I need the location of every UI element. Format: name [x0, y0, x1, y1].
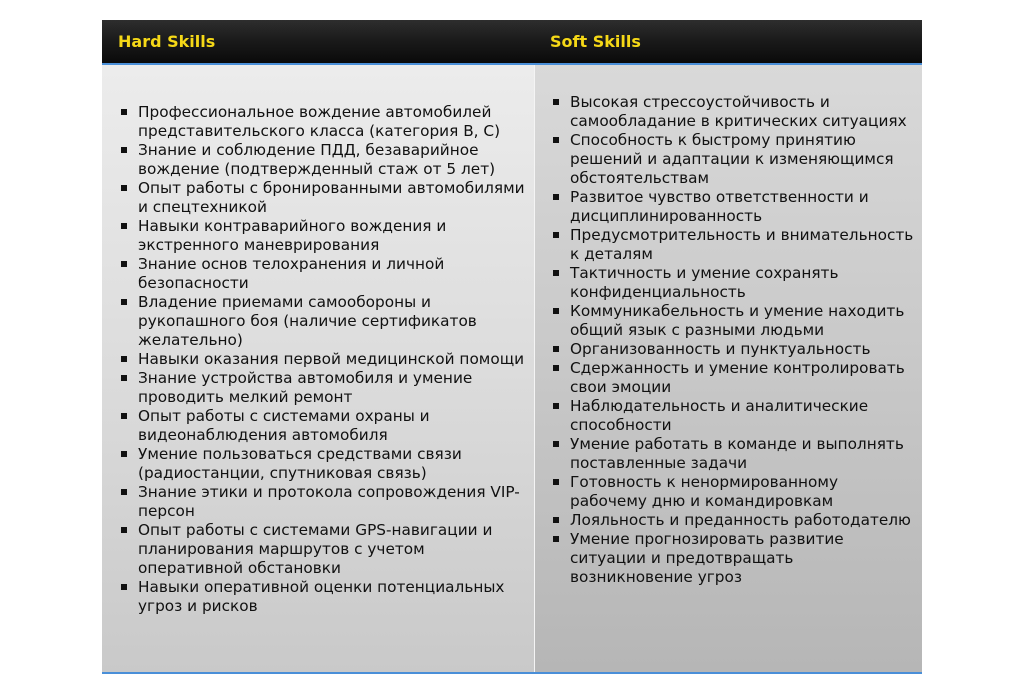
- hard-skill-item: [118, 179, 528, 217]
- square-bullet-icon: [553, 194, 559, 200]
- square-bullet-icon: [553, 346, 559, 352]
- soft-skill-item-text: Высокая стрессоустойчивость и самообладание в критических ситуациях: [570, 93, 907, 130]
- square-bullet-icon: [121, 451, 127, 457]
- soft-skills-heading: Soft Skills: [550, 32, 641, 51]
- square-bullet-icon: [553, 517, 559, 523]
- square-bullet-icon: [121, 356, 127, 362]
- soft-skill-item: [550, 131, 918, 188]
- square-bullet-icon: [553, 270, 559, 276]
- hard-skill-item: [118, 407, 528, 445]
- hard-skill-item-text: Опыт работы с системами GPS-навигации и планирования маршрутов с учетом оперативной обстановки: [138, 521, 493, 577]
- soft-skill-item: [550, 226, 918, 264]
- soft-skill-item: [550, 264, 918, 302]
- hard-skills-heading: Hard Skills: [118, 32, 216, 51]
- soft-skill-item-text: Развитое чувство ответственности и дисциплинированность: [570, 188, 869, 225]
- table-header: [102, 20, 922, 63]
- skills-table: [102, 20, 922, 674]
- soft-skill-item: [550, 188, 918, 226]
- hard-skill-item-text: Навыки оказания первой медицинской помощи: [138, 350, 525, 368]
- hard-skill-item: [118, 103, 528, 141]
- hard-skill-item: [118, 141, 528, 179]
- soft-skill-item: [550, 473, 918, 511]
- square-bullet-icon: [553, 99, 559, 105]
- square-bullet-icon: [553, 479, 559, 485]
- hard-skill-item: [118, 350, 528, 369]
- square-bullet-icon: [121, 185, 127, 191]
- soft-skill-item-text: Предусмотрительность и внимательность к деталям: [570, 226, 914, 263]
- hard-skill-item: [118, 578, 528, 616]
- hard-skill-item: [118, 521, 528, 578]
- soft-skill-item-text: Тактичность и умение сохранять конфиденциальность: [570, 264, 839, 301]
- hard-skill-item-text: Владение приемами самообороны и рукопашного боя (наличие сертификатов желательно): [138, 293, 477, 349]
- hard-skill-item-text: Навыки контраварийного вождения и экстренного маневрирования: [138, 217, 447, 254]
- soft-skill-item-text: Готовность к ненормированному рабочему дню и командировкам: [570, 473, 839, 510]
- square-bullet-icon: [121, 527, 127, 533]
- square-bullet-icon: [121, 413, 127, 419]
- soft-skill-item: [550, 302, 918, 340]
- soft-skill-item: [550, 359, 918, 397]
- soft-skill-item-text: Лояльность и преданность работодателю: [570, 511, 911, 529]
- bottom-border: [102, 672, 922, 674]
- soft-skill-item-text: Умение работать в команде и выполнять поставленные задачи: [570, 435, 904, 472]
- hard-skill-item: [118, 369, 528, 407]
- square-bullet-icon: [121, 489, 127, 495]
- hard-skill-item-text: Знание устройства автомобиля и умение проводить мелкий ремонт: [138, 369, 473, 406]
- hard-skill-item-text: Опыт работы с системами охраны и видеонаблюдения автомобиля: [138, 407, 430, 444]
- soft-skill-item-text: Умение прогнозировать развитие ситуации и предотвращать возникновение угроз: [570, 530, 844, 586]
- hard-skill-item: [118, 217, 528, 255]
- soft-skill-item: [550, 93, 918, 131]
- hard-skill-item-text: Опыт работы с бронированными автомобилями и спецтехникой: [138, 179, 525, 216]
- soft-skill-item: [550, 340, 918, 359]
- hard-skills-list: [118, 103, 528, 616]
- hard-skills-column: [102, 65, 534, 672]
- square-bullet-icon: [121, 375, 127, 381]
- hard-skill-item: [118, 445, 528, 483]
- soft-skill-item-text: Коммуникабельность и умение находить общий язык с разными людьми: [570, 302, 905, 339]
- soft-skill-item-text: Организованность и пунктуальность: [570, 340, 871, 358]
- square-bullet-icon: [553, 232, 559, 238]
- hard-skill-item: [118, 255, 528, 293]
- square-bullet-icon: [121, 109, 127, 115]
- hard-skill-item: [118, 293, 528, 350]
- soft-skill-item-text: Наблюдательность и аналитические способности: [570, 397, 869, 434]
- square-bullet-icon: [121, 223, 127, 229]
- square-bullet-icon: [121, 584, 127, 590]
- square-bullet-icon: [553, 137, 559, 143]
- square-bullet-icon: [121, 299, 127, 305]
- hard-skill-item-text: Умение пользоваться средствами связи (радиостанции, спутниковая связь): [138, 445, 462, 482]
- table-body: [102, 65, 922, 672]
- soft-skill-item: [550, 530, 918, 587]
- square-bullet-icon: [553, 441, 559, 447]
- hard-skill-item-text: Профессиональное вождение автомобилей представительского класса (категория B, C): [138, 103, 501, 140]
- hard-skill-item: [118, 483, 528, 521]
- hard-skill-item-text: Знание этики и протокола сопровождения VIP-персон: [138, 483, 520, 520]
- square-bullet-icon: [121, 261, 127, 267]
- soft-skill-item-text: Сдержанность и умение контролировать свои эмоции: [570, 359, 905, 396]
- square-bullet-icon: [553, 403, 559, 409]
- soft-skill-item: [550, 397, 918, 435]
- hard-skill-item-text: Знание основ телохранения и личной безопасности: [138, 255, 445, 292]
- square-bullet-icon: [553, 308, 559, 314]
- square-bullet-icon: [553, 536, 559, 542]
- hard-skill-item-text: Навыки оперативной оценки потенциальных угроз и рисков: [138, 578, 505, 615]
- hard-skill-item-text: Знание и соблюдение ПДД, безаварийное вождение (подтвержденный стаж от 5 лет): [138, 141, 496, 178]
- soft-skill-item: [550, 435, 918, 473]
- soft-skills-column: [535, 65, 922, 672]
- soft-skills-list: [550, 93, 918, 587]
- square-bullet-icon: [553, 365, 559, 371]
- soft-skill-item: [550, 511, 918, 530]
- square-bullet-icon: [121, 147, 127, 153]
- soft-skill-item-text: Способность к быстрому принятию решений и адаптации к изменяющимся обстоятельствам: [570, 131, 894, 187]
